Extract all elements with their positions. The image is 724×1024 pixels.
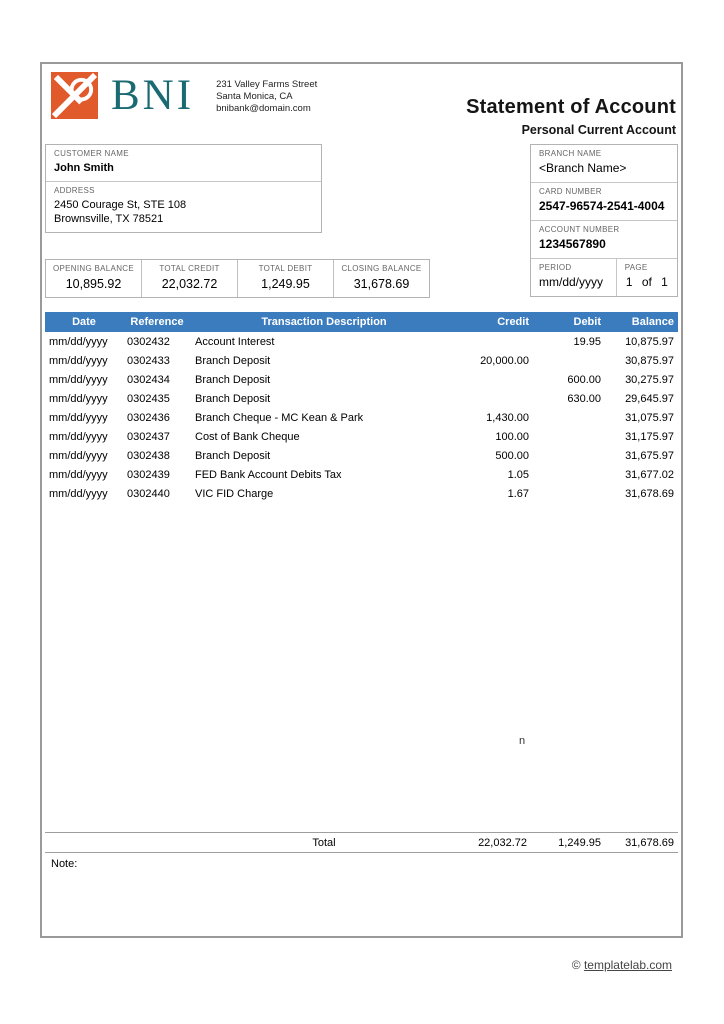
summary-label: TOTAL DEBIT xyxy=(258,264,313,273)
cell-credit: 100.00 xyxy=(495,430,529,443)
period-label: PERIOD xyxy=(539,263,572,272)
account-number-label: ACCOUNT NUMBER xyxy=(539,225,620,234)
cell-balance: 30,275.97 xyxy=(625,373,674,386)
cell-debit xyxy=(533,351,605,370)
table-empty-area xyxy=(45,503,678,832)
cell-debit xyxy=(533,427,605,446)
card-number-label: CARD NUMBER xyxy=(539,187,602,196)
cell-credit: 1,430.00 xyxy=(486,411,529,424)
branch-name-value: <Branch Name> xyxy=(539,161,627,175)
cell-balance: 31,675.97 xyxy=(625,449,674,462)
cell-reference: 0302433 xyxy=(127,354,170,367)
cell-balance: 30,875.97 xyxy=(625,354,674,367)
cell-date: mm/dd/yyyy xyxy=(49,411,108,424)
transaction-row xyxy=(45,427,678,446)
cell-description: Branch Deposit xyxy=(195,392,271,405)
bank-address-line: 231 Valley Farms Street xyxy=(216,79,318,90)
summary-label: OPENING BALANCE xyxy=(53,264,134,273)
cell-debit xyxy=(533,446,605,465)
transaction-row xyxy=(45,389,678,408)
customer-name-value: John Smith xyxy=(54,162,114,174)
customer-address-label: ADDRESS xyxy=(54,186,95,195)
account-info-box xyxy=(530,144,678,297)
bank-brand xyxy=(51,72,317,137)
cell-debit xyxy=(533,484,605,503)
summary-label: TOTAL CREDIT xyxy=(159,264,220,273)
cell-balance: 29,645.97 xyxy=(625,392,674,405)
cell-description: Account Interest xyxy=(195,335,275,348)
cell-date: mm/dd/yyyy xyxy=(49,430,108,443)
table-header-row xyxy=(45,312,678,332)
cell-reference: 0302440 xyxy=(127,487,170,500)
cell-date: mm/dd/yyyy xyxy=(49,487,108,500)
cell-description: Branch Deposit xyxy=(195,449,271,462)
statement-title: Statement of Account xyxy=(466,96,676,118)
header-credit: Credit xyxy=(457,312,533,332)
summary-value: 1,249.95 xyxy=(261,277,310,291)
cell-credit: 500.00 xyxy=(495,449,529,462)
page-footer xyxy=(572,958,672,972)
header-description: Transaction Description xyxy=(191,312,457,332)
bank-logo-text: BNI xyxy=(111,72,195,119)
statement-page xyxy=(40,62,683,938)
header-balance: Balance xyxy=(605,312,678,332)
summary-total-credit xyxy=(141,260,237,297)
customer-name-section xyxy=(46,145,321,181)
cell-balance: 10,875.97 xyxy=(625,335,674,348)
summary-value: 22,032.72 xyxy=(161,277,218,291)
customer-address-line2: Brownsville, TX 78521 xyxy=(54,213,164,225)
note-section xyxy=(45,853,678,875)
header-reference: Reference xyxy=(123,312,191,332)
cell-description: Cost of Bank Cheque xyxy=(195,430,300,443)
transactions-table xyxy=(45,312,678,503)
bank-address-line: Santa Monica, CA xyxy=(216,91,293,102)
cell-credit xyxy=(457,370,533,389)
customer-address-line1: 2450 Courage St, STE 108 xyxy=(54,199,187,211)
customer-address-section xyxy=(46,181,321,232)
summary-label: CLOSING BALANCE xyxy=(341,264,422,273)
cell-credit: 1.05 xyxy=(507,468,529,481)
cell-reference: 0302432 xyxy=(127,335,170,348)
cell-description: Branch Cheque - MC Kean & Park xyxy=(195,411,364,424)
cell-date: mm/dd/yyyy xyxy=(49,354,108,367)
card-number-value: 2547-96574-2541-4004 xyxy=(539,199,665,213)
branch-name-label: BRANCH NAME xyxy=(539,149,602,158)
account-number-section xyxy=(531,220,677,258)
cell-credit xyxy=(457,332,533,351)
transaction-row xyxy=(45,408,678,427)
page-cell xyxy=(616,259,677,296)
cell-reference: 0302435 xyxy=(127,392,170,405)
transaction-row xyxy=(45,332,678,351)
cell-description: FED Bank Account Debits Tax xyxy=(195,468,342,481)
cell-debit: 630.00 xyxy=(567,392,601,405)
summary-value: 10,895.92 xyxy=(65,277,122,291)
customer-name-label: CUSTOMER NAME xyxy=(54,149,129,158)
card-number-section xyxy=(531,182,677,220)
cell-debit: 600.00 xyxy=(567,373,601,386)
transaction-row xyxy=(45,351,678,370)
summary-total-debit xyxy=(237,260,333,297)
period-value: mm/dd/yyyy xyxy=(539,275,604,289)
cell-description: Branch Deposit xyxy=(195,354,271,367)
totals-row xyxy=(45,832,678,853)
page-value: 1 of 1 xyxy=(625,275,668,289)
period-cell xyxy=(531,259,616,296)
customer-box xyxy=(45,144,322,233)
total-credit: 22,032.72 xyxy=(478,836,527,849)
info-row xyxy=(45,144,678,298)
bank-address xyxy=(216,72,317,115)
cell-date: mm/dd/yyyy xyxy=(49,335,108,348)
stray-character: n xyxy=(519,735,526,747)
cell-description: VIC FID Charge xyxy=(195,487,274,500)
transaction-row xyxy=(45,446,678,465)
cell-date: mm/dd/yyyy xyxy=(49,373,108,386)
bni-logo-icon xyxy=(51,72,98,119)
balance-summary-strip xyxy=(45,259,430,298)
cell-reference: 0302439 xyxy=(127,468,170,481)
statement-title-block xyxy=(466,72,676,137)
total-balance: 31,678.69 xyxy=(625,836,674,849)
cell-reference: 0302434 xyxy=(127,373,170,386)
page-label: PAGE xyxy=(624,263,648,272)
cell-date: mm/dd/yyyy xyxy=(49,468,108,481)
copyright-symbol: © xyxy=(571,958,584,972)
cell-debit xyxy=(533,408,605,427)
cell-date: mm/dd/yyyy xyxy=(49,449,108,462)
transaction-row xyxy=(45,484,678,503)
period-page-section xyxy=(531,258,677,296)
total-label: Total xyxy=(312,836,336,849)
page-header xyxy=(51,72,676,137)
header-debit: Debit xyxy=(533,312,605,332)
cell-credit: 20,000.00 xyxy=(480,354,529,367)
total-debit: 1,249.95 xyxy=(558,836,601,849)
note-label: Note: xyxy=(51,858,78,870)
cell-balance: 31,075.97 xyxy=(625,411,674,424)
cell-credit: 1.67 xyxy=(507,487,529,500)
cell-balance: 31,677.02 xyxy=(625,468,674,481)
cell-reference: 0302438 xyxy=(127,449,170,462)
templatelab-link[interactable]: templatelab.com xyxy=(583,958,672,972)
customer-column xyxy=(45,144,430,298)
account-number-value: 1234567890 xyxy=(539,237,606,251)
cell-reference: 0302437 xyxy=(127,430,170,443)
bank-address-line: bnibank@domain.com xyxy=(216,103,311,114)
cell-reference: 0302436 xyxy=(127,411,170,424)
cell-balance: 31,175.97 xyxy=(625,430,674,443)
cell-debit: 19.95 xyxy=(573,335,601,348)
cell-description: Branch Deposit xyxy=(195,373,271,386)
cell-credit xyxy=(457,389,533,408)
transaction-row xyxy=(45,465,678,484)
branch-name-section xyxy=(531,145,677,182)
summary-opening-balance xyxy=(46,260,141,297)
header-date: Date xyxy=(45,312,123,332)
cell-balance: 31,678.69 xyxy=(625,487,674,500)
summary-value: 31,678.69 xyxy=(353,277,410,291)
statement-subtitle: Personal Current Account xyxy=(521,123,676,137)
cell-date: mm/dd/yyyy xyxy=(49,392,108,405)
summary-closing-balance xyxy=(333,260,429,297)
transaction-row xyxy=(45,370,678,389)
cell-debit xyxy=(533,465,605,484)
